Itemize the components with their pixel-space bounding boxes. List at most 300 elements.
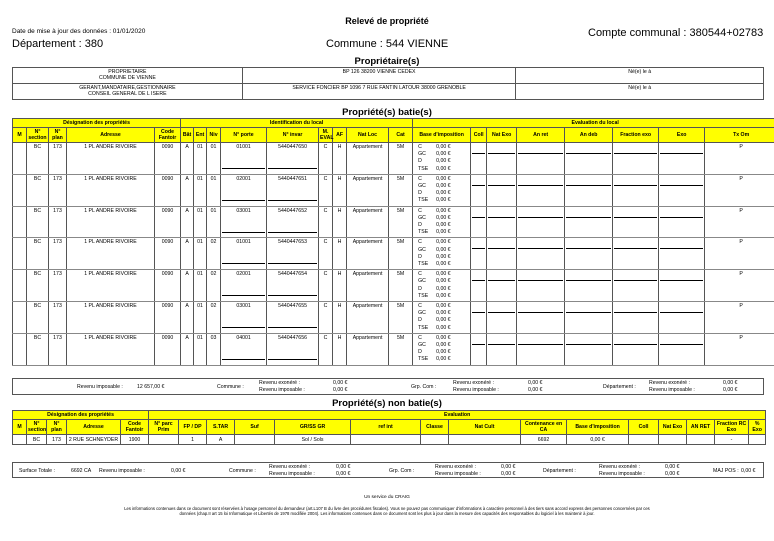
dept-label: Département : [603, 384, 636, 390]
table-row [13, 143, 774, 175]
tax-label: TSE [418, 324, 429, 331]
tax-value: 0,00 € [436, 334, 451, 341]
cell-m [13, 238, 27, 270]
dept-imposable-value: 0,00 € [723, 387, 738, 393]
cell-cat: 5M [389, 238, 413, 270]
tax-line [414, 176, 469, 183]
identification-header: Identification du local [181, 119, 413, 128]
col-m: M [13, 128, 27, 143]
nb-cell-plan: 173 [47, 435, 67, 445]
dept-exonere-value: 0,00 € [723, 380, 738, 386]
page-title: Relevé de propriété [345, 16, 429, 26]
cell-natloc: Appartement [347, 174, 389, 206]
departement: Département : 380 [12, 38, 104, 50]
tax-value: 0,00 € [436, 175, 451, 182]
cell-eval: C [319, 143, 333, 175]
cell-niv: 03 [207, 333, 221, 365]
col-cat: Cat [389, 128, 413, 143]
cell-natexo [487, 206, 517, 238]
cell-af: H [333, 302, 347, 334]
tax-value: 0,00 € [436, 303, 451, 310]
cell-anret [517, 238, 565, 270]
nb-col-base: Base d'imposition [567, 420, 629, 435]
table-row [13, 333, 774, 365]
cell-exo [659, 143, 705, 175]
tax-value: 0,00 € [436, 222, 451, 229]
underline [488, 248, 515, 249]
footer-legal: Les informations contenues dans ce document sont réservées à l'usage personnel du demandeur (art.L107 B du livre des procédures fiscales). Vous ne pouvez pas communiquer d'informations à caractère personnel à des tiers sans accord express des personnes concernées par ces données (chap.II art 15 loi Informatique et Libertés de 1978 modifiée 2004). Les informations contenues dans ce document sont les plus à jour dans la mesure des capacités des responsables du logiciel à les maintenir à jour. [124, 506, 650, 517]
nb-commune-imposable-value: 0,00 € [336, 471, 351, 477]
cell-txom: P [705, 174, 774, 206]
cell-adresse: 1 PL ANDRE RIVOIRE [67, 174, 155, 206]
cell-section: BC [27, 270, 49, 302]
cell-natloc: Appartement [347, 238, 389, 270]
cell-code: 0090 [155, 174, 181, 206]
cell-andeb [565, 302, 613, 334]
nb-revenu-value: 0,00 € [171, 468, 186, 474]
cell-fraction [613, 174, 659, 206]
underline [268, 359, 317, 360]
cell-ent: 01 [194, 270, 207, 302]
tax-line [414, 229, 469, 236]
cell-andeb [565, 206, 613, 238]
nb-col-natcult: Nat Cult [449, 420, 521, 435]
nb-cell-grss: Sol / Sols [275, 435, 351, 445]
tax-label: D [418, 349, 422, 356]
cell-porte [221, 143, 267, 175]
cell-invar-text: 5440447656 [278, 334, 307, 341]
cell-adresse: 1 PL ANDRE RIVOIRE [67, 143, 155, 175]
nb-col-classe: Classe [421, 420, 449, 435]
tax-line [414, 261, 469, 268]
cell-invar [267, 302, 319, 334]
underline [518, 344, 563, 345]
cell-exo [659, 174, 705, 206]
cell-ent: 01 [194, 206, 207, 238]
owner-role: GERANT,MANDATAIRE,GESTIONNAIRE [79, 85, 176, 91]
tax-label: GC [418, 214, 426, 221]
nb-cell-natexo [659, 435, 687, 445]
tax-value: 0,00 € [436, 349, 451, 356]
cell-niv: 01 [207, 174, 221, 206]
cell-invar-text: 5440447652 [278, 207, 307, 214]
cell-fraction [613, 302, 659, 334]
cell-cat: 5M [389, 174, 413, 206]
surface-label: Surface Totale : [19, 468, 55, 474]
revenu-imposable-value: 12 657,00 € [137, 384, 165, 390]
cell-invar [267, 333, 319, 365]
batie-summary [12, 378, 764, 395]
nb-evaluation-header: Evaluation [149, 411, 766, 420]
tax-line [414, 271, 469, 278]
col-natloc: Nat Loc [347, 128, 389, 143]
tax-label: GC [418, 278, 426, 285]
surface-value: 6692 CA [71, 468, 92, 474]
cell-porte-text: 01001 [236, 239, 251, 246]
tax-line [414, 190, 469, 197]
underline [518, 280, 563, 281]
batie-table [12, 118, 774, 366]
nb-grp-exonere-value: 0,00 € [501, 464, 516, 470]
table-row [13, 302, 774, 334]
cell-niv: 02 [207, 238, 221, 270]
underline [472, 153, 485, 154]
tax-value: 0,00 € [436, 165, 451, 172]
underline [268, 168, 317, 169]
cell-coll [471, 174, 487, 206]
tax-line [414, 342, 469, 349]
tax-label: C [418, 175, 422, 182]
cell-base [413, 270, 471, 302]
tax-value: 0,00 € [436, 229, 451, 236]
tax-value: 0,00 € [436, 253, 451, 260]
tax-value: 0,00 € [436, 239, 451, 246]
cell-exo [659, 238, 705, 270]
underline [222, 295, 265, 296]
cell-exo [659, 333, 705, 365]
underline [660, 280, 703, 281]
owner-role-cell [13, 84, 243, 100]
cell-txom: P [705, 302, 774, 334]
underline [472, 280, 485, 281]
cell-eval: C [319, 333, 333, 365]
nb-cell-parc [149, 435, 179, 445]
cell-adresse: 1 PL ANDRE RIVOIRE [67, 238, 155, 270]
tax-value: 0,00 € [436, 278, 451, 285]
nb-cell-pexo [749, 435, 766, 445]
tax-value: 0,00 € [436, 324, 451, 331]
tax-value: 0,00 € [436, 292, 451, 299]
cell-natloc: Appartement [347, 270, 389, 302]
proprietaires-title: Propriétaire(s) [354, 56, 420, 67]
nb-col-section: N° section [28, 421, 47, 433]
col-niv: Niv [207, 128, 221, 143]
nb-cell-code: 1900 [121, 435, 149, 445]
tax-label: GC [418, 183, 426, 190]
tax-value: 0,00 € [436, 197, 451, 204]
tax-value: 0,00 € [436, 271, 451, 278]
nb-cell-m [13, 435, 27, 445]
underline [660, 248, 703, 249]
cell-ent: 01 [194, 143, 207, 175]
majpos-label: MAJ POS : [713, 468, 739, 474]
tax-value: 0,00 € [436, 190, 451, 197]
nb-cell-section: BC [27, 435, 47, 445]
nb-col-fraction: Fraction RC Exo [715, 420, 749, 435]
col-natexo: Nat Exo [487, 128, 517, 143]
nb-dept-imposable-value: 0,00 € [665, 471, 680, 477]
cell-code: 0090 [155, 143, 181, 175]
underline [222, 359, 265, 360]
cell-m [13, 206, 27, 238]
nb-grp-imposable-label: Revenu imposable : [435, 471, 481, 477]
cell-natexo [487, 270, 517, 302]
commune-label: Commune : [217, 384, 244, 390]
cell-code: 0090 [155, 206, 181, 238]
cell-invar [267, 238, 319, 270]
nb-dept-label: Département : [543, 468, 576, 474]
update-date: Date de mise à jour des données : 01/01/2020 [12, 28, 146, 35]
nb-cell-fp: 1 [179, 435, 207, 445]
cell-plan: 173 [49, 270, 67, 302]
tax-line [414, 222, 469, 229]
cell-niv: 01 [207, 143, 221, 175]
nb-col-pexo: % Exo [749, 420, 766, 435]
cell-af: H [333, 238, 347, 270]
owner-address: BP 126 38200 VIENNE CEDEX [242, 68, 516, 84]
cell-base [413, 206, 471, 238]
underline [566, 312, 611, 313]
table-row [13, 270, 774, 302]
cell-bat: A [181, 270, 194, 302]
underline [268, 327, 317, 328]
cell-exo [659, 302, 705, 334]
underline [614, 185, 657, 186]
cell-m [13, 333, 27, 365]
dept-imposable-label: Revenu imposable : [649, 387, 695, 393]
cell-invar-text: 5440447655 [278, 303, 307, 310]
cell-plan: 173 [49, 206, 67, 238]
cell-base [413, 143, 471, 175]
cell-natloc: Appartement [347, 143, 389, 175]
cell-ent: 01 [194, 174, 207, 206]
cell-txom: P [705, 270, 774, 302]
tax-line [414, 247, 469, 254]
nb-cell-fraction: - [715, 435, 749, 445]
tax-line [414, 215, 469, 222]
underline [268, 263, 317, 264]
dept-exonere-label: Revenu exonéré : [649, 380, 690, 386]
cell-fraction [613, 206, 659, 238]
table-row [13, 206, 774, 238]
cell-bat: A [181, 206, 194, 238]
cell-coll [471, 302, 487, 334]
tax-value: 0,00 € [436, 207, 451, 214]
underline [472, 217, 485, 218]
grp-imposable-label: Revenu imposable : [453, 387, 499, 393]
grp-imposable-value: 0,00 € [528, 387, 543, 393]
cell-m [13, 302, 27, 334]
cell-section: BC [27, 302, 49, 334]
cell-andeb [565, 174, 613, 206]
cell-invar-text: 5440447650 [278, 144, 307, 150]
col-invar: N° invar [267, 128, 319, 143]
col-coll: Coll [471, 128, 487, 143]
revenu-imposable-label: Revenu imposable : [77, 384, 123, 390]
col-anret: An ret [517, 128, 565, 143]
majpos-value: 0,00 € [741, 468, 756, 474]
cell-txom: P [705, 206, 774, 238]
nb-commune-exonere-value: 0,00 € [336, 464, 351, 470]
cell-porte-text: 02001 [236, 271, 251, 278]
tax-line [414, 239, 469, 246]
tax-label: D [418, 222, 422, 229]
cell-coll [471, 238, 487, 270]
cell-base [413, 174, 471, 206]
cell-cat: 5M [389, 270, 413, 302]
cell-porte-text: 01001 [236, 144, 251, 150]
cell-adresse: 1 PL ANDRE RIVOIRE [67, 270, 155, 302]
nb-commune-exonere-label: Revenu exonéré : [269, 464, 310, 470]
grp-exonere-value: 0,00 € [528, 380, 543, 386]
cell-invar [267, 270, 319, 302]
cell-code: 0090 [155, 270, 181, 302]
owner-role: PROPRIETAIRE [108, 69, 147, 75]
tax-label: D [418, 317, 422, 324]
owner-role-cell [13, 68, 243, 84]
cell-af: H [333, 206, 347, 238]
underline [222, 232, 265, 233]
tax-label: GC [418, 342, 426, 349]
non-batie-table [12, 410, 766, 445]
underline [614, 312, 657, 313]
tax-label: D [418, 285, 422, 292]
cell-natexo [487, 333, 517, 365]
cell-porte-text: 02001 [236, 175, 251, 182]
nb-dept-exonere-value: 0,00 € [665, 464, 680, 470]
cell-m [13, 174, 27, 206]
underline [488, 153, 515, 154]
cell-cat: 5M [389, 143, 413, 175]
cell-natloc: Appartement [347, 333, 389, 365]
nb-col-grss: GR/SS GR [275, 420, 351, 435]
tax-label: D [418, 158, 422, 165]
cell-anret [517, 270, 565, 302]
cell-bat: A [181, 174, 194, 206]
non-batie-title: Propriété(s) non batie(s) [332, 398, 442, 409]
tax-value: 0,00 € [436, 310, 451, 317]
underline [222, 168, 265, 169]
cell-af: H [333, 143, 347, 175]
cell-base [413, 238, 471, 270]
underline [518, 312, 563, 313]
owner-row [13, 68, 764, 84]
underline [268, 295, 317, 296]
cell-bat: A [181, 143, 194, 175]
tax-line [414, 278, 469, 285]
cell-bat: A [181, 302, 194, 334]
cell-porte-text: 03001 [236, 207, 251, 214]
tax-label: D [418, 190, 422, 197]
grp-exonere-label: Revenu exonéré : [453, 380, 494, 386]
cell-code: 0090 [155, 238, 181, 270]
tax-line [414, 317, 469, 324]
commune: Commune : 544 VIENNE [326, 38, 449, 50]
tax-value: 0,00 € [436, 285, 451, 292]
cell-natloc: Appartement [347, 206, 389, 238]
cell-porte-text: 03001 [236, 303, 251, 310]
cell-txom: P [705, 143, 774, 175]
underline [660, 153, 703, 154]
cell-invar [267, 174, 319, 206]
nb-cell-refint [351, 435, 421, 445]
tax-value: 0,00 € [436, 151, 451, 158]
cell-section: BC [27, 143, 49, 175]
tax-line [414, 310, 469, 317]
tax-line [414, 335, 469, 342]
cell-natloc: Appartement [347, 302, 389, 334]
nb-commune-label: Commune : [229, 468, 256, 474]
tax-value: 0,00 € [436, 246, 451, 253]
col-af: AF [333, 128, 347, 143]
col-txom: Tx Om [705, 128, 774, 143]
compte-communal: Compte communal : 380544+02783 [588, 27, 764, 39]
tax-label: TSE [418, 197, 429, 204]
cell-section: BC [27, 333, 49, 365]
cell-porte [221, 206, 267, 238]
cell-coll [471, 333, 487, 365]
underline [614, 217, 657, 218]
col-fraction: Fraction exo [613, 128, 659, 143]
tax-value: 0,00 € [436, 342, 451, 349]
cell-txom: P [705, 238, 774, 270]
underline [518, 217, 563, 218]
commune-imposable-value: 0,00 € [333, 387, 348, 393]
tax-label: C [418, 207, 422, 214]
nb-col-m: M [13, 420, 27, 435]
owner-address: SERVICE FONCIER BP 1096 7 RUE FANTIN LATOUR 38000 GRENOBLE [242, 84, 516, 100]
cell-eval: C [319, 206, 333, 238]
cell-anret [517, 302, 565, 334]
tax-label: TSE [418, 261, 429, 268]
tax-line [414, 293, 469, 300]
tax-label: C [418, 144, 422, 150]
tax-label: TSE [418, 356, 429, 363]
commune-imposable-label: Revenu imposable : [259, 387, 305, 393]
col-adresse: Adresse [67, 128, 155, 143]
cell-invar [267, 206, 319, 238]
table-row [13, 174, 774, 206]
tax-line [414, 349, 469, 356]
nb-designation-header: Désignation des propriétés [13, 411, 149, 420]
cell-plan: 173 [49, 333, 67, 365]
cell-m [13, 270, 27, 302]
tax-label: D [418, 253, 422, 260]
nb-grp-label: Grp. Com : [389, 468, 415, 474]
tax-label: GC [418, 151, 426, 158]
cell-plan: 173 [49, 238, 67, 270]
tax-line [414, 303, 469, 310]
cell-invar-text: 5440447654 [278, 271, 307, 278]
nb-cell-coll [629, 435, 659, 445]
underline [222, 200, 265, 201]
cell-coll [471, 270, 487, 302]
tax-line [414, 183, 469, 190]
cell-af: H [333, 270, 347, 302]
tax-line [414, 197, 469, 204]
col-exo: Exo [659, 128, 705, 143]
cell-af: H [333, 174, 347, 206]
underline [660, 217, 703, 218]
underline [566, 280, 611, 281]
underline [488, 312, 515, 313]
underline [566, 344, 611, 345]
cell-natexo [487, 174, 517, 206]
tax-value: 0,00 € [436, 214, 451, 221]
underline [488, 344, 515, 345]
cell-invar [267, 143, 319, 175]
batie-title: Propriété(s) batie(s) [342, 107, 432, 118]
underline [472, 185, 485, 186]
cell-niv: 02 [207, 270, 221, 302]
col-base: Base d'imposition [413, 128, 471, 143]
tax-line [414, 166, 469, 173]
cell-base [413, 333, 471, 365]
tax-value: 0,00 € [436, 158, 451, 165]
cell-plan: 173 [49, 302, 67, 334]
nb-cell-suf [235, 435, 275, 445]
owner-birth: Né(e) le à [516, 84, 764, 100]
